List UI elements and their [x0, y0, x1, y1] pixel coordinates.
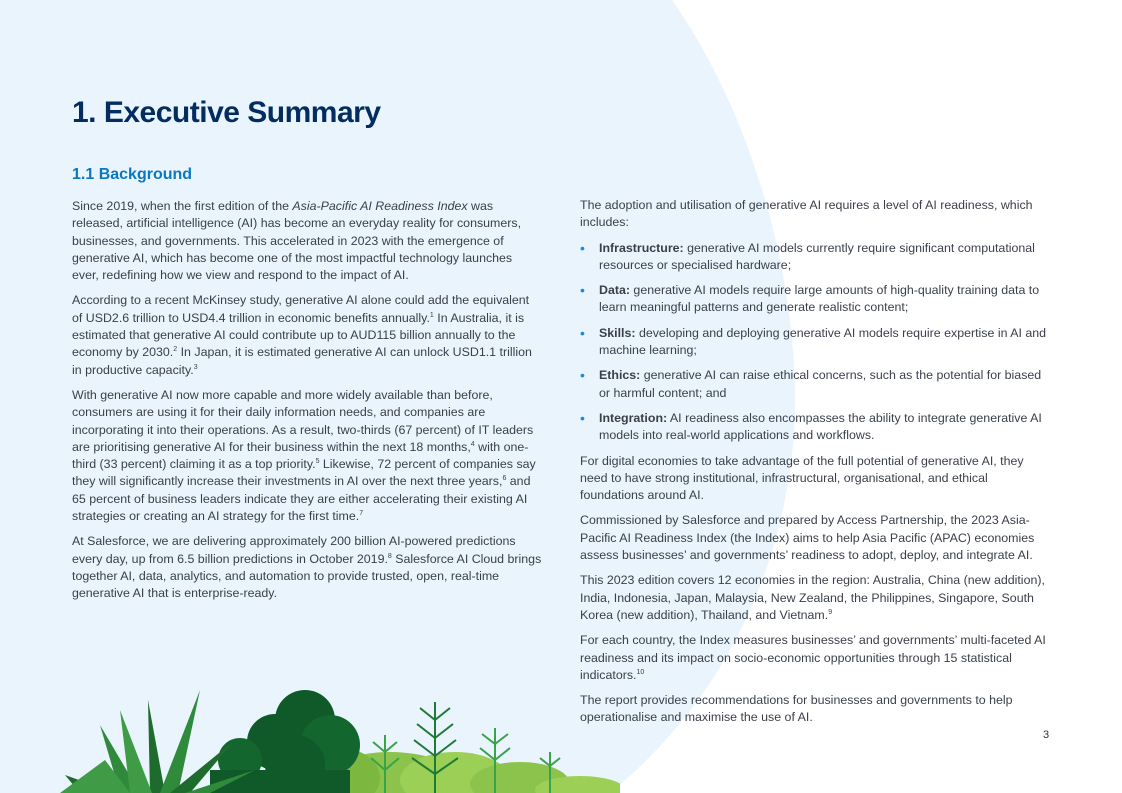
paragraph-salesforce: At Salesforce, we are delivering approximately 200 billion AI-powered predictions every day, up from 6.5 billion predictions in October 2019.$^8$ Salesforce AI Cloud brings together AI, data, analytics, and automation to provide trusted, open, real-time generative AI that is enterprise-ready.	[72, 534, 542, 601]
paragraph-commissioned: Commissioned by Salesforce and prepared by Access Partnership, the 2023 Asia-Pacific AI Readiness Index (the Index) aims to help Asia Pacific (APAC) economies assess businesses’ and governments’ readiness to adopt, deploy, and integrate AI.	[580, 513, 1035, 563]
footnote-ref[interactable]: 2	[173, 346, 178, 354]
paragraph-readiness-intro: The adoption and utilisation of generative AI requires a level of AI readiness, which includes:	[580, 198, 1033, 230]
paragraph-recommendations: The report provides recommendations for businesses and governments to help operationalise and maximise the use of AI.	[580, 693, 1013, 725]
paragraph-intro: Since 2019, when the first edition of the Asia-Pacific AI Readiness Index was released, artificial intelligence (AI) has become an everyday reality for consumers, businesses, and governments. This accelerated in 2023 with the emergence of generative AI, which has become one of the most impactful technology launches ever, redefining how we view and respond to the impact of AI.	[72, 199, 522, 283]
paragraph-adoption: With generative AI now more capable and more widely available than before, consumers are using it for their daily information needs, and companies are incorporating it into their operations. As a result, two-thirds (67 percent) of IT leaders are prioritising generative AI for their business within the next 18 months,$^4$ with one-third (33 percent) claiming it as a top priority.$^5$ Likewise, 72 percent of companies say they will significantly increase their investments in AI over the next three years,$^6$ and 65 percent of business leaders indicate they are either accelerating their existing AI strategies or creating an AI strategy for the first time.$^7$	[72, 387, 536, 524]
paragraph-country-measures: For each country, the Index measures businesses’ and governments’ multi-faceted AI readiness and its impact on socio-economic opportunities through 15 statistical indicators.$^{10}$	[580, 633, 1046, 682]
readiness-list	[580, 240, 1050, 445]
list-item: • Ethics: generative AI can raise ethical concerns, such as the potential for biased or harmful content; and	[580, 367, 1042, 400]
right-column	[580, 197, 1050, 735]
footnote-ref[interactable]: 7	[359, 509, 364, 517]
paragraph-edition: This 2023 edition covers 12 economies in the region: Australia, China (new addition), India, Indonesia, Japan, Malaysia, New Zealand, the Philippines, Singapore, South Korea (new addition), Thailand, and Vietnam.$^9$	[580, 573, 1045, 622]
footnote-ref[interactable]: 3	[193, 363, 198, 371]
page-number: 3	[1043, 729, 1050, 741]
list-item: • Data: generative AI models require large amounts of high-quality training data to learn meaningful patterns and generate realistic content;	[580, 282, 1040, 315]
paragraph-digital-economies: For digital economies to take advantage of the full potential of generative AI, they need to have strong institutional, infrastructural, organisational, and ethical foundations around AI.	[580, 453, 1024, 503]
footnote-ref[interactable]: 4	[470, 440, 475, 448]
list-item: • Integration: AI readiness also encompasses the ability to integrate generative AI models into real-world applications and workflows.	[580, 409, 1042, 443]
plants-illustration	[60, 680, 620, 793]
bullet-dot-icon: •	[580, 409, 585, 426]
bullet-dot-icon: •	[580, 324, 585, 341]
list-item: • Skills: developing and deploying generative AI models require expertise in AI and machine learning;	[580, 324, 1047, 358]
page-title: 1. Executive Summary	[72, 96, 381, 129]
paragraph-mckinsey: According to a recent McKinsey study, generative AI alone could add the equivalent of USD2.6 trillion to USD4.4 trillion in economic benefits annually.$^1$ In Australia, it is estimated that generative AI could contribute up to AUD115 billion annually to the economy by 2030.$^2$ In Japan, it is estimated generative AI can unlock USD1.1 trillion in productive capacity.$^3$	[72, 293, 532, 377]
footnote-ref[interactable]: 9	[828, 608, 833, 616]
section-title: 1.1 Background	[72, 166, 193, 183]
left-column	[72, 198, 542, 611]
bullet-dot-icon: •	[580, 239, 585, 256]
footnote-ref[interactable]: 6	[502, 475, 507, 483]
bullet-dot-icon: •	[580, 367, 585, 384]
footnote-ref[interactable]: 10	[636, 668, 645, 676]
footnote-ref[interactable]: 8	[387, 552, 392, 560]
bullet-dot-icon: •	[580, 282, 585, 299]
footnote-ref[interactable]: 1	[429, 311, 434, 319]
list-item: • Infrastructure: generative AI models currently require significant computational resources or specialised hardware;	[580, 239, 1035, 272]
footnote-ref[interactable]: 5	[315, 458, 320, 466]
